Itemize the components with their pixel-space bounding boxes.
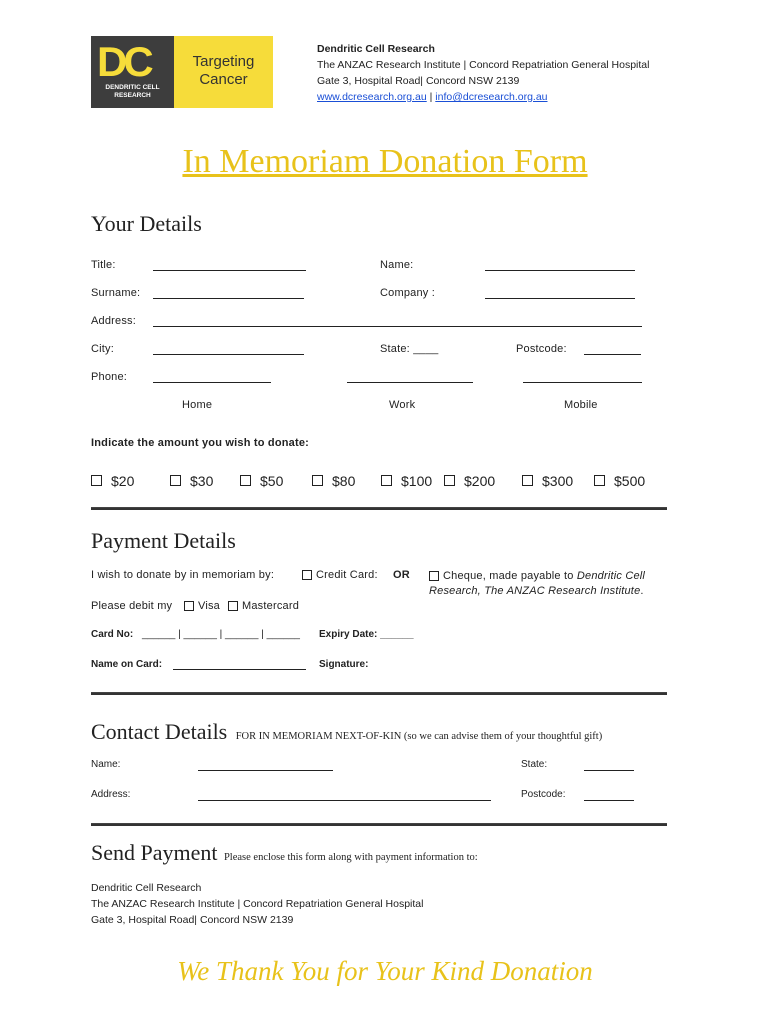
amount-label: $20: [111, 473, 135, 489]
contact-details-heading: Contact Details: [91, 719, 228, 744]
cheque-end: .: [640, 585, 644, 597]
signature-label: Signature:: [319, 659, 369, 670]
postcode-label: Postcode:: [516, 343, 567, 355]
city-label: City:: [91, 343, 114, 355]
logo-subtitle-line2: RESEARCH: [114, 92, 151, 99]
send-heading-row: [91, 840, 478, 866]
checkbox-icon[interactable]: [228, 601, 238, 611]
credit-card-option[interactable]: [302, 569, 378, 581]
header-address: [317, 41, 649, 105]
contact-address-label: Address:: [91, 789, 131, 800]
postcode-field[interactable]: [584, 354, 641, 355]
cheque-payee-line2: Research, The ANZAC Research Institute: [429, 585, 641, 597]
surname-field[interactable]: [153, 298, 304, 299]
address-line-2: Gate 3, Hospital Road| Concord NSW 2139: [317, 75, 520, 87]
amount-option-50[interactable]: [240, 473, 283, 489]
company-label: Company :: [380, 287, 435, 299]
card-no-label: Card No:: [91, 629, 134, 640]
contact-name-label: Name:: [91, 759, 121, 770]
section-divider: [91, 507, 667, 510]
contact-address-field[interactable]: [198, 800, 491, 801]
address-line-1: The ANZAC Research Institute | Concord Repatriation General Hospital: [317, 59, 650, 71]
donation-prompt: Indicate the amount you wish to donate:: [91, 437, 310, 449]
mastercard-option[interactable]: [228, 600, 299, 612]
surname-label: Surname:: [91, 287, 141, 299]
cheque-option[interactable]: [429, 569, 659, 599]
checkbox-icon[interactable]: [429, 571, 439, 581]
form-title: In Memoriam Donation Form: [182, 143, 588, 180]
link-separator: |: [429, 91, 433, 103]
send-address-line2: The ANZAC Research Institute | Concord Repatriation General Hospital: [91, 898, 424, 910]
amount-label: $200: [464, 473, 496, 489]
phone-mobile-field[interactable]: [523, 382, 642, 383]
payment-details-heading: Payment Details: [91, 528, 236, 553]
send-address-line3: Gate 3, Hospital Road| Concord NSW 2139: [91, 914, 294, 926]
contact-subheading: FOR IN MEMORIAM NEXT-OF-KIN (so we can advise them of your thoughtful gift): [235, 731, 603, 742]
state-label[interactable]: State: ____: [380, 343, 439, 355]
mobile-label: Mobile: [564, 399, 598, 411]
logo-letters: DC: [97, 38, 150, 85]
amount-label: $500: [614, 473, 646, 489]
address-label: Address:: [91, 315, 137, 327]
or-label: OR: [393, 569, 410, 581]
mastercard-label: Mastercard: [242, 600, 300, 612]
section-divider: [91, 823, 667, 826]
work-label: Work: [389, 399, 416, 411]
send-address-line1: Dendritic Cell Research: [91, 882, 202, 894]
cheque-payee-line1: Dendritic Cell: [576, 570, 646, 582]
section-divider: [91, 692, 667, 695]
title-label: Title:: [91, 259, 116, 271]
send-payment-heading: Send Payment: [91, 840, 218, 865]
contact-state-label: State:: [521, 759, 548, 770]
phone-work-field[interactable]: [347, 382, 473, 383]
phone-home-field[interactable]: [153, 382, 271, 383]
thank-you-message: We Thank You for Your Kind Donation: [177, 956, 593, 986]
contact-name-field[interactable]: [198, 770, 333, 771]
contact-postcode-label: Postcode:: [521, 789, 566, 800]
credit-card-label: Credit Card:: [316, 569, 378, 581]
address-field[interactable]: [153, 326, 642, 327]
name-field[interactable]: [485, 270, 635, 271]
checkbox-icon[interactable]: [312, 475, 323, 486]
checkbox-icon[interactable]: [444, 475, 455, 486]
title-field[interactable]: [153, 270, 306, 271]
logo-tagline: [174, 53, 273, 89]
contact-postcode-field[interactable]: [584, 800, 634, 801]
amount-option-500[interactable]: [594, 473, 645, 489]
home-label: Home: [182, 399, 213, 411]
your-details-heading: Your Details: [91, 211, 202, 236]
logo-dark-panel: [91, 36, 174, 108]
checkbox-icon[interactable]: [240, 475, 251, 486]
logo-subtitle: [91, 84, 174, 100]
name-on-card-field[interactable]: [173, 669, 306, 670]
name-label: Name:: [380, 259, 414, 271]
amount-option-80[interactable]: [312, 473, 355, 489]
logo-subtitle-line1: DENDRITIC CELL: [105, 84, 160, 91]
card-no-field[interactable]: ______ | ______ | ______ | ______: [142, 629, 300, 640]
logo-tagline-line1: Targeting: [192, 53, 255, 70]
cheque-label: Cheque, made payable to: [443, 570, 574, 582]
checkbox-icon[interactable]: [184, 601, 194, 611]
send-address: [91, 880, 423, 928]
checkbox-icon[interactable]: [522, 475, 533, 486]
checkbox-icon[interactable]: [594, 475, 605, 486]
checkbox-icon[interactable]: [91, 475, 102, 486]
amount-option-20[interactable]: [91, 473, 134, 489]
checkbox-icon[interactable]: [302, 570, 312, 580]
name-on-card-label: Name on Card:: [91, 659, 163, 670]
city-field[interactable]: [153, 354, 304, 355]
amount-option-100[interactable]: [381, 473, 432, 489]
checkbox-icon[interactable]: [170, 475, 181, 486]
amount-option-300[interactable]: [522, 473, 573, 489]
amount-option-30[interactable]: [170, 473, 213, 489]
expiry-date-field[interactable]: Expiry Date: ______: [319, 629, 414, 640]
contact-heading-row: [91, 719, 602, 745]
contact-state-field[interactable]: [584, 770, 634, 771]
send-instruction: Please enclose this form along with payment information to:: [223, 852, 478, 863]
amount-label: $30: [190, 473, 214, 489]
amount-label: $100: [401, 473, 433, 489]
amount-option-200[interactable]: [444, 473, 495, 489]
company-field[interactable]: [485, 298, 635, 299]
org-name: Dendritic Cell Research: [317, 43, 435, 55]
checkbox-icon[interactable]: [381, 475, 392, 486]
amount-label: $300: [542, 473, 574, 489]
website-link[interactable]: www.dcresearch.org.au: [317, 91, 427, 103]
dcr-logo: [91, 36, 273, 108]
logo-tagline-line2: Cancer: [199, 71, 248, 88]
visa-option[interactable]: [184, 600, 220, 612]
debit-prompt: Please debit my: [91, 600, 173, 612]
visa-label: Visa: [198, 600, 220, 612]
email-link[interactable]: info@dcresearch.org.au: [435, 91, 548, 103]
amount-label: $80: [332, 473, 356, 489]
amount-label: $50: [260, 473, 284, 489]
donate-by-prompt: I wish to donate by in memoriam by:: [91, 569, 275, 581]
phone-label: Phone:: [91, 371, 128, 383]
